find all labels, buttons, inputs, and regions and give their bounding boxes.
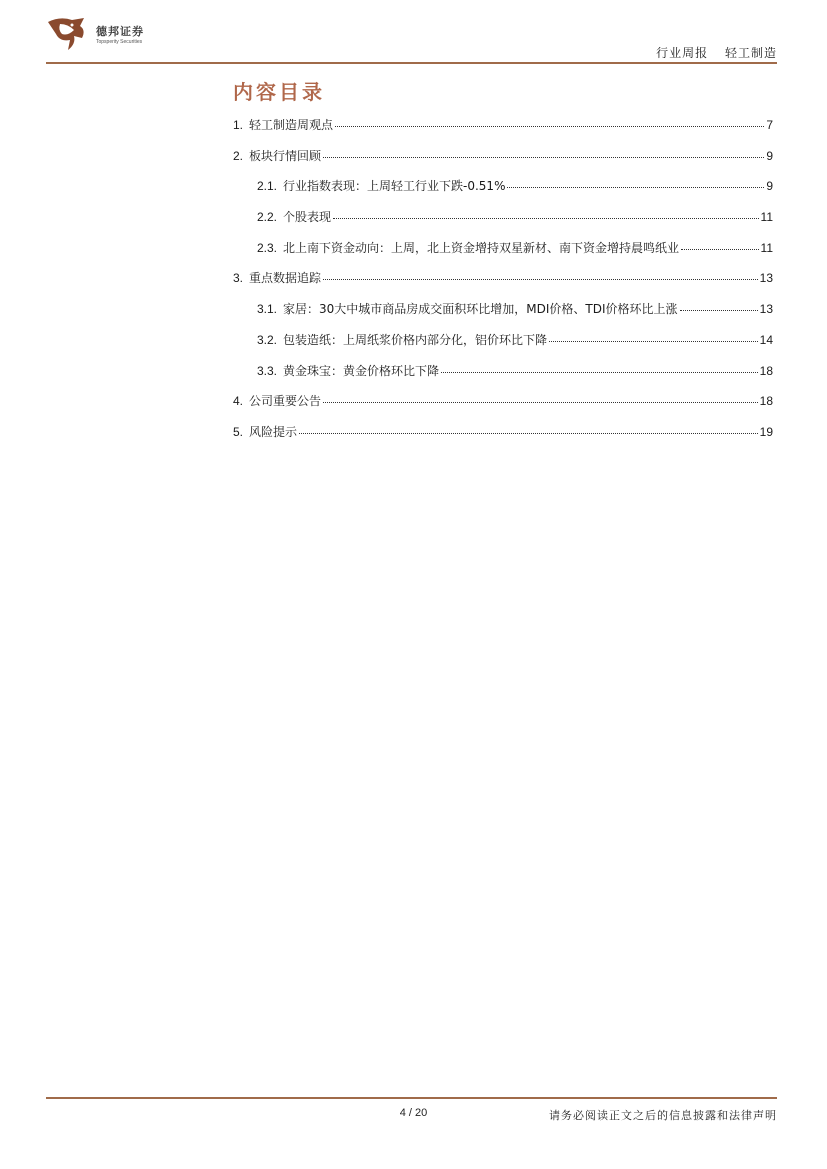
toc-entry-number: 3.1. [257, 302, 278, 317]
toc-subentry[interactable] [233, 177, 773, 208]
toc-entry-number: 4. [233, 394, 244, 409]
toc-leader [507, 187, 764, 188]
toc-leader [681, 249, 759, 250]
toc-title: 内容目录 [233, 80, 325, 104]
page-indicator: 4 / 20 [399, 1107, 428, 1119]
brand-name-cn: 德邦证券 [96, 25, 144, 38]
company-logo [46, 14, 156, 56]
toc-entry-page: 13 [759, 271, 773, 286]
toc-entry-text: 个股表现 [283, 210, 332, 225]
toc-entry-page: 19 [759, 424, 773, 439]
toc-subentry[interactable] [233, 239, 773, 270]
toc-entry[interactable] [233, 423, 773, 454]
toc-entry-page: 14 [759, 332, 773, 347]
toc-entry-number: 1. [233, 118, 244, 132]
header-right [656, 44, 777, 61]
toc-leader [335, 126, 764, 127]
table-of-contents [233, 116, 773, 454]
toc-entry-page: 7 [766, 118, 773, 132]
header-divider [46, 62, 777, 64]
report-type: 行业周报 [656, 46, 709, 60]
toc-entry-text: 北上南下资金动向：上周，北上资金增持双星新材、南下资金增持晨鸣纸业 [283, 240, 680, 255]
toc-entry-page: 11 [760, 210, 773, 225]
toc-subentry[interactable] [233, 300, 773, 331]
toc-entry-number: 5. [233, 424, 244, 439]
toc-entry-page: 13 [759, 302, 773, 317]
brand-name-en: Topsperity Securities [96, 39, 143, 45]
toc-entry[interactable] [233, 116, 773, 147]
toc-entry-number: 2. [233, 148, 244, 163]
toc-leader [299, 433, 758, 434]
toc-entry-text: 风险提示 [249, 424, 298, 439]
toc-subentry[interactable] [233, 208, 773, 239]
toc-entry[interactable] [233, 269, 773, 300]
toc-entry-page: 18 [759, 363, 773, 378]
toc-entry-number: 3.3. [257, 363, 278, 378]
toc-entry-text: 板块行情回顾 [249, 148, 322, 163]
toc-leader [323, 157, 764, 158]
toc-entry-text: 轻工制造周观点 [249, 118, 334, 132]
toc-entry-page: 9 [766, 179, 773, 194]
toc-entry-number: 2.1. [257, 179, 278, 194]
toc-entry[interactable] [233, 392, 773, 423]
toc-entry-page: 11 [760, 240, 773, 255]
toc-entry-number: 2.2. [257, 210, 278, 225]
toc-entry-number: 3.2. [257, 332, 278, 347]
logo-mark-icon [46, 14, 90, 54]
toc-leader [549, 341, 758, 342]
toc-leader [333, 218, 759, 219]
toc-subentry[interactable] [233, 331, 773, 362]
toc-entry-page: 9 [766, 148, 773, 163]
sector-name: 轻工制造 [724, 46, 777, 60]
toc-leader [441, 372, 758, 373]
toc-entry-text: 公司重要公告 [249, 394, 322, 409]
toc-entry-number: 3. [233, 271, 244, 286]
toc-entry-text: 黄金珠宝：黄金价格环比下降 [283, 363, 440, 378]
toc-subentry[interactable] [233, 362, 773, 393]
toc-entry-text: 重点数据追踪 [249, 271, 322, 286]
toc-leader [323, 279, 758, 280]
toc-entry-page: 18 [759, 394, 773, 409]
toc-entry-text: 包装造纸：上周纸浆价格内部分化，铝价环比下降 [283, 332, 548, 347]
toc-entry[interactable] [233, 147, 773, 178]
toc-entry-number: 2.3. [257, 240, 278, 255]
toc-entry-text: 家居：30大中城市商品房成交面积环比增加，MDI价格、TDI价格环比上涨 [283, 302, 678, 317]
toc-entry-text: 行业指数表现：上周轻工行业下跌-0.51% [283, 179, 506, 194]
toc-leader [323, 402, 758, 403]
legal-disclaimer: 请务必阅读正文之后的信息披露和法律声明 [549, 1109, 777, 1122]
footer-divider [46, 1097, 777, 1099]
toc-leader [680, 310, 758, 311]
